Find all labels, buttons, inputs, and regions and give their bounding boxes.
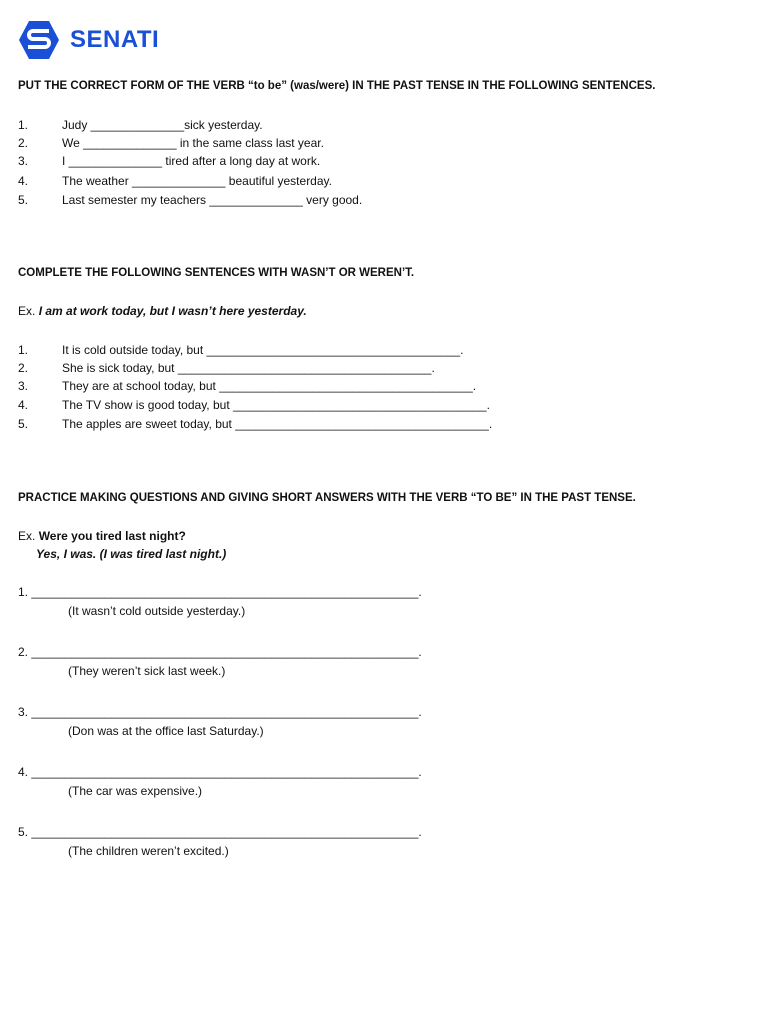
answer-line: 2. __________________________________________________________. bbox=[18, 645, 422, 659]
section1-heading: PUT THE CORRECT FORM OF THE VERB “to be” (was/were) IN THE PAST TENSE IN THE FOLLOWING SENTENCES. bbox=[18, 80, 656, 92]
answer-line: 1. __________________________________________________________. bbox=[18, 585, 422, 599]
section3-example bbox=[18, 529, 186, 543]
list-item bbox=[18, 378, 476, 394]
answer-line: 3. __________________________________________________________. bbox=[18, 705, 422, 719]
senati-hexagon-logo-icon bbox=[18, 20, 60, 60]
list-item bbox=[18, 153, 320, 169]
answer-hint: (Don was at the office last Saturday.) bbox=[68, 724, 264, 738]
item-text: I ______________ tired after a long day at work. bbox=[62, 154, 321, 168]
list-item bbox=[18, 342, 463, 358]
section2-example bbox=[18, 304, 307, 318]
section3-heading: PRACTICE MAKING QUESTIONS AND GIVING SHORT ANSWERS WITH THE VERB “TO BE” IN THE PAST TENSE. bbox=[18, 492, 636, 504]
answer-hint: (The car was expensive.) bbox=[68, 784, 203, 798]
item-number: 4. bbox=[18, 174, 29, 188]
list-item bbox=[18, 397, 490, 413]
item-text: We ______________ in the same class last year. bbox=[62, 136, 324, 150]
item-text: The apples are sweet today, but ______________________________________. bbox=[62, 417, 493, 431]
item-number: 1. bbox=[18, 343, 29, 357]
item-text: The TV show is good today, but ______________________________________. bbox=[62, 398, 490, 412]
item-text: Last semester my teachers ______________ very good. bbox=[62, 193, 363, 207]
item-text: It is cold outside today, but ______________________________________. bbox=[62, 343, 464, 357]
item-number: 5. bbox=[18, 193, 29, 207]
list-item bbox=[18, 135, 324, 151]
answer-hint: (It wasn’t cold outside yesterday.) bbox=[68, 604, 246, 618]
example-prefix: Ex. bbox=[18, 304, 36, 318]
item-number: 3. bbox=[18, 379, 29, 393]
item-number: 2. bbox=[18, 136, 29, 150]
senati-logo bbox=[18, 20, 159, 60]
example-sentence: I am at work today, but I wasn’t here yesterday. bbox=[38, 304, 307, 318]
list-item bbox=[18, 117, 263, 133]
item-number: 4. bbox=[18, 398, 29, 412]
item-text: They are at school today, but ______________________________________. bbox=[62, 379, 477, 393]
answer-hint: (They weren’t sick last week.) bbox=[68, 664, 226, 678]
answer-hint: (The children weren’t excited.) bbox=[68, 844, 229, 858]
item-number: 3. bbox=[18, 154, 29, 168]
item-text: She is sick today, but ______________________________________. bbox=[62, 361, 435, 375]
answer-line: 4. __________________________________________________________. bbox=[18, 765, 422, 779]
example-prefix: Ex. bbox=[18, 529, 36, 543]
item-text: The weather ______________ beautiful yesterday. bbox=[62, 174, 332, 188]
list-item bbox=[18, 360, 435, 376]
item-number: 1. bbox=[18, 118, 29, 132]
list-item bbox=[18, 416, 492, 432]
answer-line: 5. __________________________________________________________. bbox=[18, 825, 422, 839]
example-question: Were you tired last night? bbox=[38, 529, 186, 543]
example-answer: Yes, I was. (I was tired last night.) bbox=[36, 547, 227, 561]
list-item bbox=[18, 173, 332, 189]
item-number: 2. bbox=[18, 361, 29, 375]
item-text: Judy ______________sick yesterday. bbox=[62, 118, 263, 132]
logo-text: SENATI bbox=[70, 26, 160, 53]
list-item bbox=[18, 192, 362, 208]
section2-heading: COMPLETE THE FOLLOWING SENTENCES WITH WASN’T OR WEREN’T. bbox=[18, 267, 415, 279]
item-number: 5. bbox=[18, 417, 29, 431]
